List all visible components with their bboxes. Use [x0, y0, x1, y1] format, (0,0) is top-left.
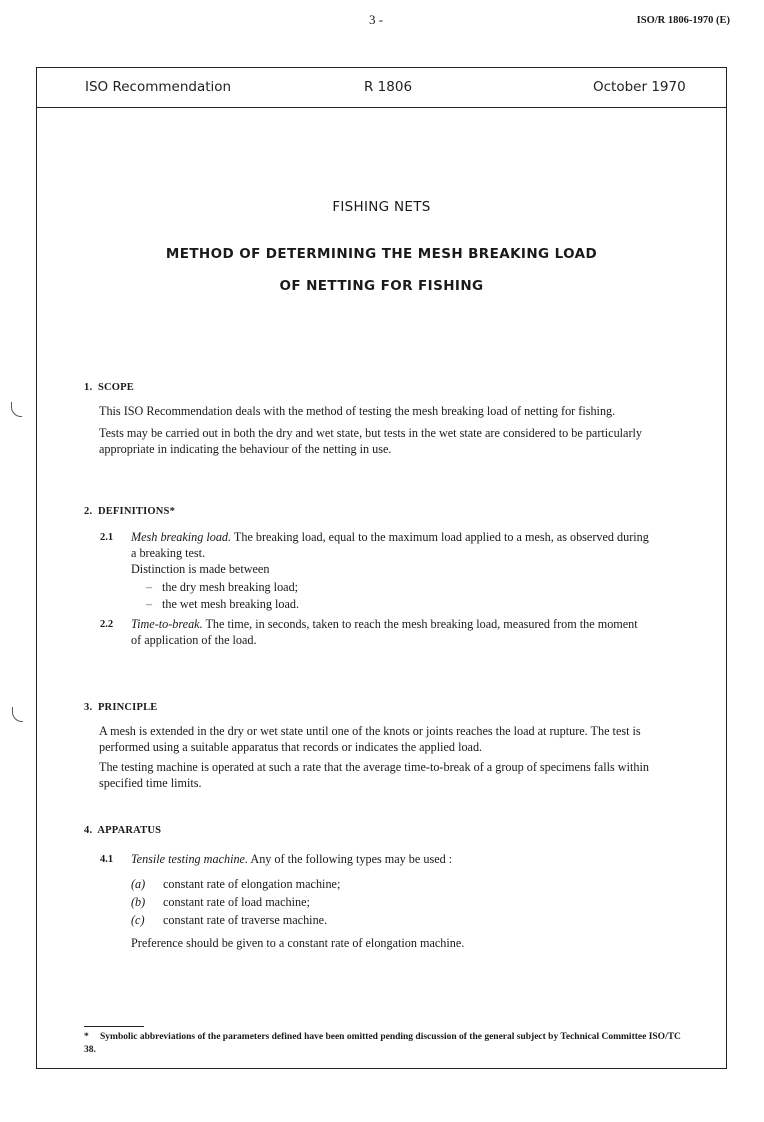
- document-reference: ISO/R 1806-1970 (E): [636, 15, 730, 26]
- footnote-text: Symbolic abbreviations of the parameters defined have been omitted pending discussion of the general subject by Technical Committee ISO/TC 38.: [84, 1032, 681, 1055]
- frame-header: [37, 68, 726, 108]
- apparatus-option: [131, 876, 340, 892]
- definition-text: The time, in seconds, taken to reach the mesh breaking load, measured from the moment of application of the load.: [131, 617, 638, 647]
- apparatus-term: Tensile testing machine.: [131, 852, 249, 866]
- option-label: (b): [131, 895, 146, 909]
- option-label: (a): [131, 877, 146, 891]
- definition-number: 2.1: [100, 532, 114, 543]
- definition-term: Time-to-break.: [131, 617, 203, 631]
- footnote: [84, 1031, 684, 1056]
- dash-bullet: –: [146, 597, 153, 611]
- apparatus-option: [131, 912, 327, 928]
- definition-text: The breaking load, equal to the maximum load applied to a mesh, as observed during a breaking test.: [131, 530, 649, 560]
- option-text: constant rate of traverse machine.: [163, 913, 328, 927]
- section-principle-heading: [84, 702, 158, 713]
- section-number: 1.: [84, 382, 93, 393]
- apparatus-option: [131, 894, 310, 910]
- document-subject: FISHING NETS: [332, 199, 431, 215]
- principle-paragraph-2: The testing machine is operated at such a rate that the average time-to-break of a group of specimens falls within specified time limits.: [99, 760, 649, 790]
- document-title-line2: OF NETTING FOR FISHING: [279, 278, 484, 294]
- section-title: SCOPE: [97, 382, 134, 393]
- definition-term: Mesh breaking load.: [131, 530, 232, 544]
- header-date: October 1970: [593, 79, 686, 95]
- apparatus-text: Any of the following types may be used :: [250, 852, 453, 866]
- distinction-item: – the wet mesh breaking load.: [146, 597, 300, 611]
- section-number: 2.: [84, 506, 93, 517]
- margin-mark: [11, 402, 22, 417]
- scope-paragraph-1: This ISO Recommendation deals with the method of testing the mesh breaking load of netting for fishing.: [99, 404, 616, 418]
- section-title: APPARATUS: [97, 825, 162, 836]
- section-scope-heading: [84, 382, 134, 393]
- distinction-item: – the dry mesh breaking load;: [146, 580, 299, 594]
- definition-number: 2.2: [100, 619, 114, 630]
- page-number: 3 -: [369, 12, 384, 27]
- apparatus-preference: Preference should be given to a constant rate of elongation machine.: [131, 936, 465, 950]
- scope-paragraph-2: Tests may be carried out in both the dry and wet state, but tests in the wet state are considered to be particularly appropriate in indicating the behaviour of the netting in use.: [99, 426, 643, 456]
- section-number: 3.: [84, 702, 93, 713]
- header-doc-type: ISO Recommendation: [85, 79, 232, 95]
- option-text: constant rate of load machine;: [163, 895, 310, 909]
- definition-time-to-break: [131, 616, 641, 648]
- header-doc-number: R 1806: [364, 79, 413, 95]
- dash-bullet: –: [146, 580, 153, 594]
- option-label: (c): [131, 913, 145, 927]
- footnote-rule: [84, 1026, 144, 1027]
- section-number: 4.: [84, 825, 93, 836]
- footnote-marker: *: [84, 1032, 89, 1042]
- principle-paragraph-1: A mesh is extended in the dry or wet state until one of the knots or joints reaches the load at rupture. The test is performed using a suitable apparatus that records or indicates the applied load.: [99, 724, 641, 754]
- apparatus-tensile-machine: [131, 851, 651, 867]
- margin-mark: [12, 707, 23, 722]
- section-title: DEFINITIONS*: [97, 506, 176, 517]
- section-apparatus-heading: [84, 825, 161, 836]
- document-title-line1: METHOD OF DETERMINING THE MESH BREAKING LOAD: [165, 246, 598, 262]
- section-definitions-heading: [84, 506, 175, 517]
- distinction-intro: Distinction is made between: [131, 562, 270, 576]
- section-title: PRINCIPLE: [97, 702, 158, 713]
- option-text: constant rate of elongation machine;: [163, 877, 341, 891]
- definition-mesh-breaking-load: [131, 529, 651, 561]
- apparatus-item-number: 4.1: [100, 854, 114, 865]
